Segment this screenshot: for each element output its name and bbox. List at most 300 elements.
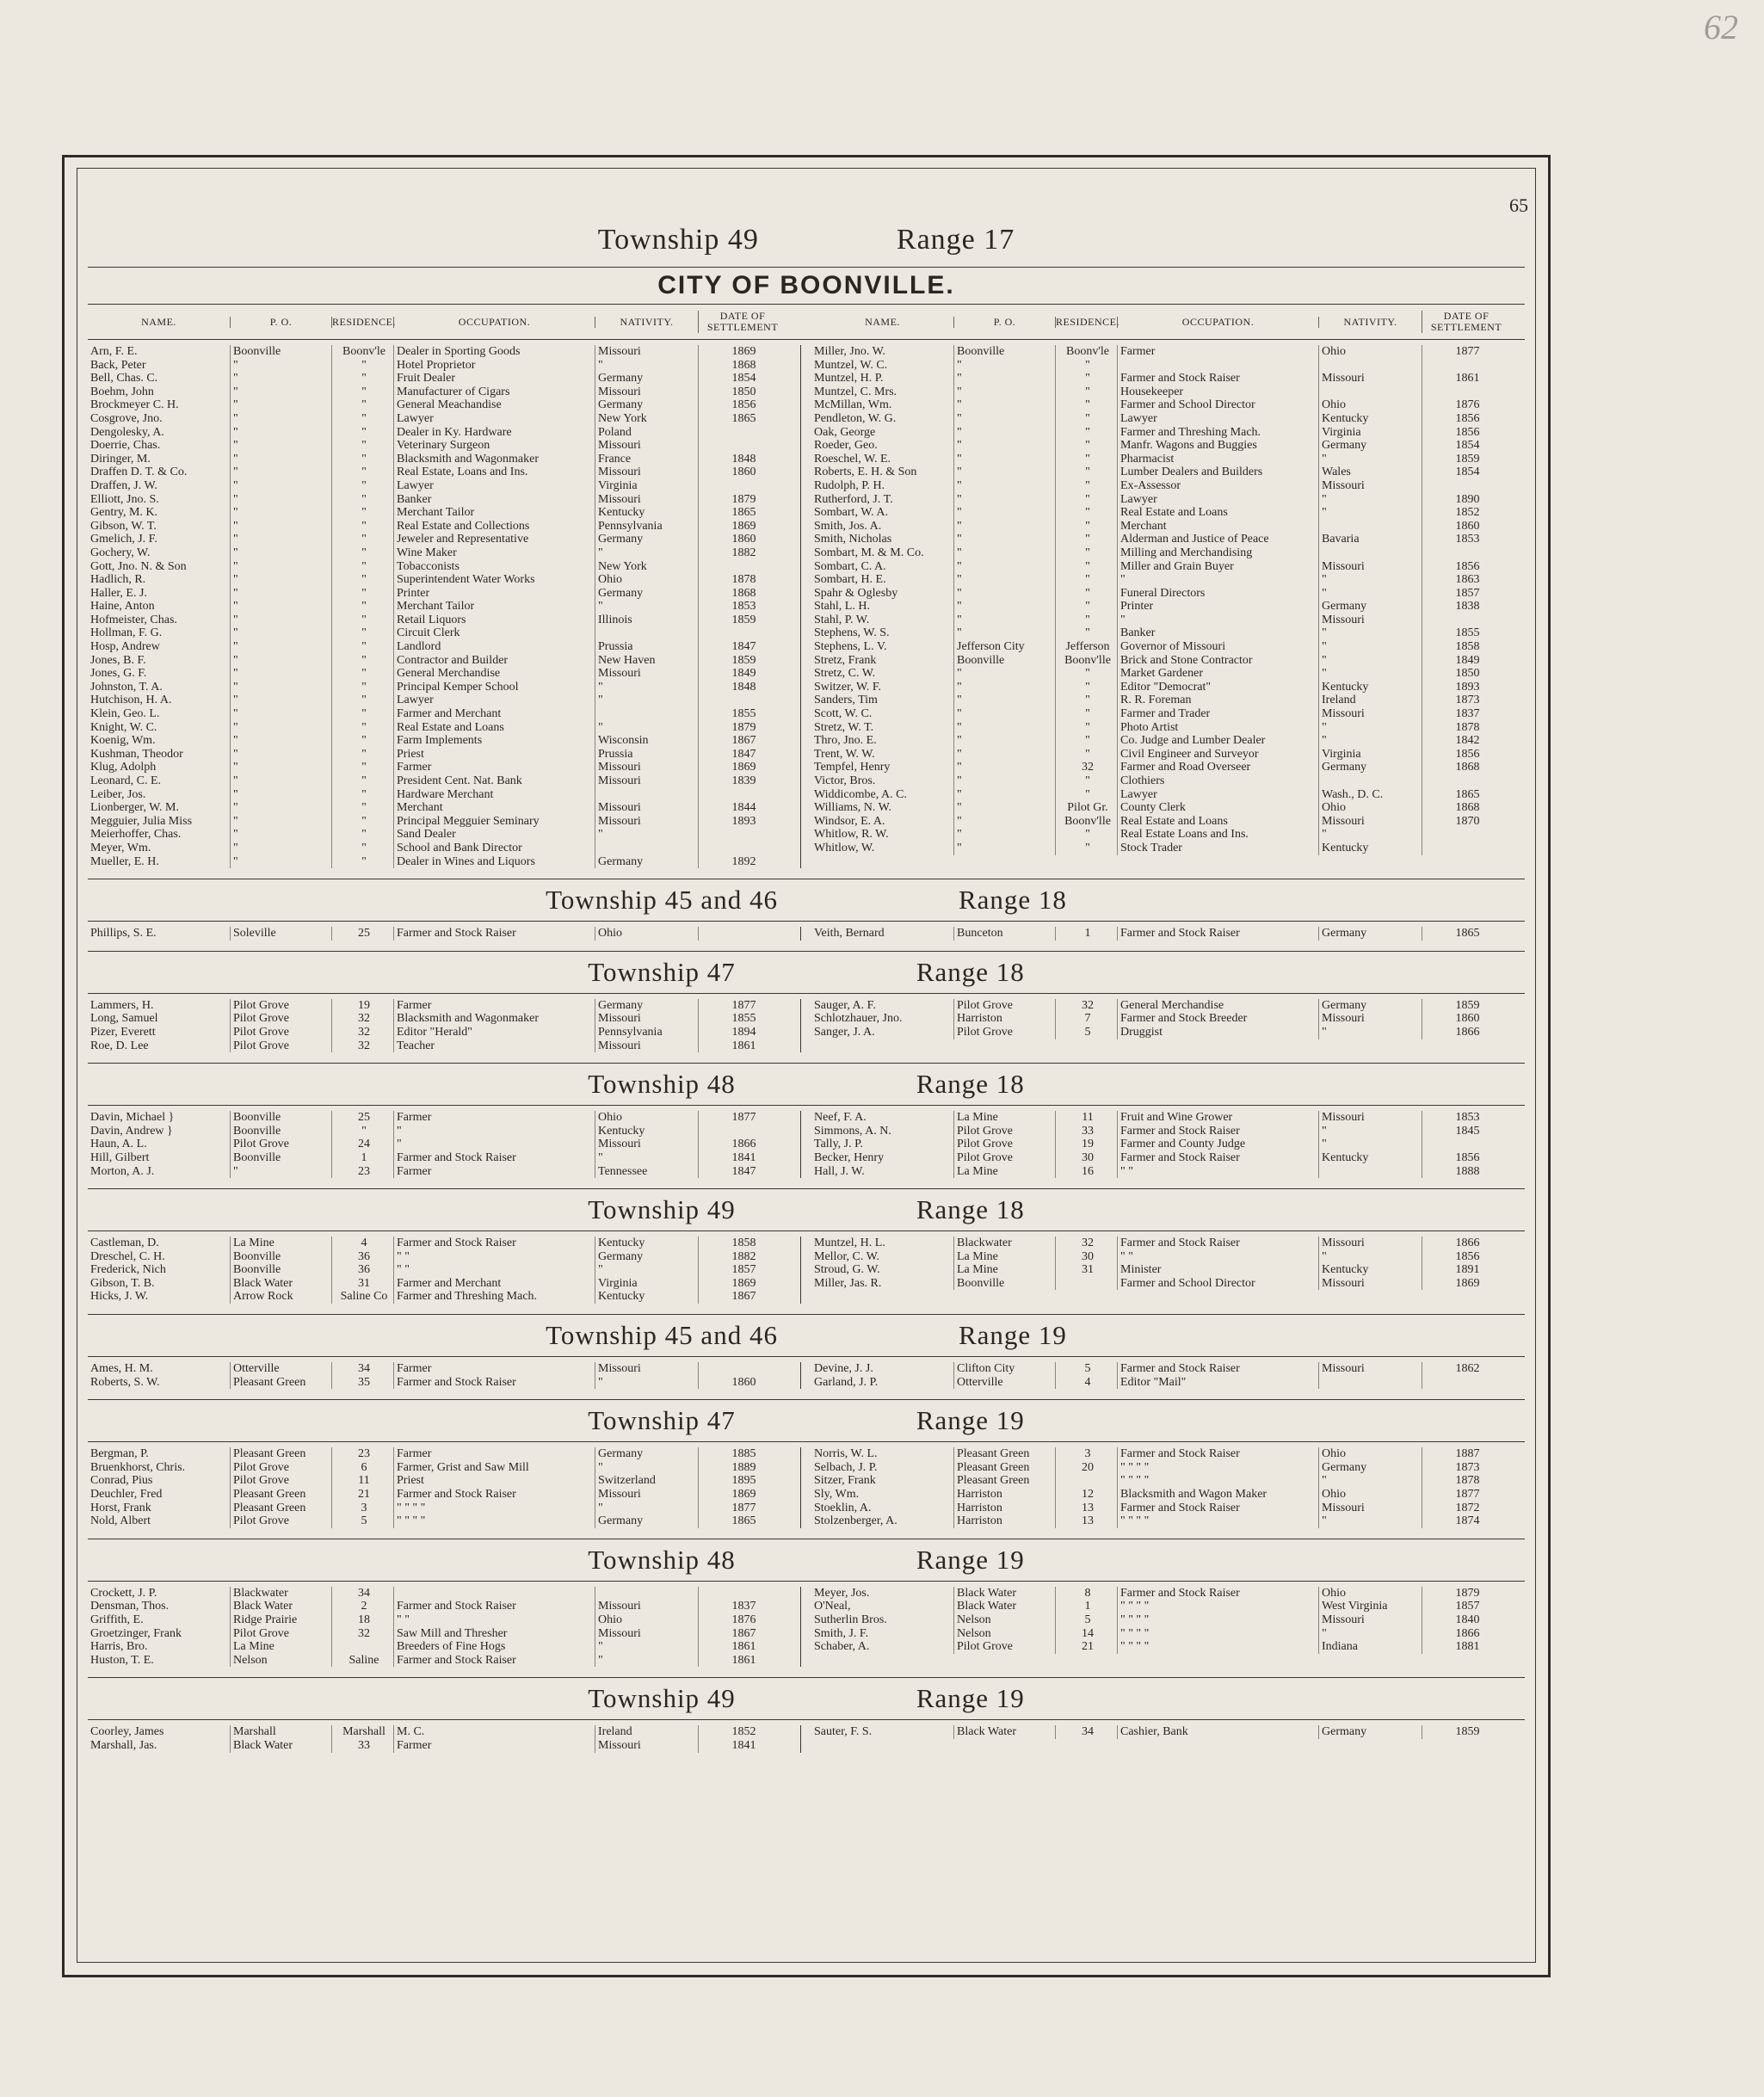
residence-cell xyxy=(1055,1474,1117,1488)
name-cell: Leiber, Jos. xyxy=(90,787,146,801)
township-section xyxy=(88,951,1525,1059)
occupation-cell: Lawyer xyxy=(1117,412,1318,426)
directory-row xyxy=(88,927,800,941)
directory-row xyxy=(88,345,800,359)
name-cell: Muntzel, C. Mrs. xyxy=(814,385,897,398)
occupation-cell: Fruit Dealer xyxy=(393,372,595,385)
po-cell: Boonville xyxy=(230,345,331,359)
residence-cell: " xyxy=(1055,439,1117,453)
residence-cell: " xyxy=(331,855,393,869)
settlement-date-cell: 1869 xyxy=(698,761,786,774)
name-cell: Roeschel, W. E. xyxy=(814,452,891,466)
name-cell: Klein, Geo. L. xyxy=(90,707,160,721)
directory-row xyxy=(811,999,1525,1013)
name-cell: Sombart, M. & M. Co. xyxy=(814,546,924,559)
settlement-date-cell: 1879 xyxy=(698,493,786,507)
range-label: Range 18 xyxy=(916,1069,1025,1100)
name-cell: Tempfel, Henry xyxy=(814,761,891,774)
name-cell: Sanders, Tim xyxy=(814,694,878,707)
section-right-column xyxy=(811,1587,1525,1668)
po-cell: " xyxy=(953,466,1055,479)
section-body xyxy=(88,1106,1525,1185)
nativity-cell: Poland xyxy=(595,426,698,440)
name-cell: Widdicombe, A. C. xyxy=(814,787,907,801)
settlement-date-cell: 1863 xyxy=(1422,573,1510,587)
occupation-cell: Sand Dealer xyxy=(393,828,595,842)
range-label: Range 19 xyxy=(916,1405,1025,1436)
occupation-cell: Principal Megguier Seminary xyxy=(393,815,595,829)
section-header xyxy=(88,1188,1525,1231)
nativity-cell: " xyxy=(1318,640,1422,654)
name-cell: Smith, J. F. xyxy=(814,1626,869,1640)
directory-row xyxy=(811,493,1525,507)
residence-cell: 13 xyxy=(1055,1502,1117,1515)
name-cell: Schaber, A. xyxy=(814,1640,870,1654)
name-cell: Meyer, Wm. xyxy=(90,841,151,854)
directory-row xyxy=(811,600,1525,614)
directory-row xyxy=(88,842,800,855)
settlement-date-cell xyxy=(698,788,786,802)
directory-row xyxy=(88,1640,800,1654)
nativity-cell: Virginia xyxy=(595,479,698,493)
settlement-date-cell: 1858 xyxy=(698,1237,786,1250)
name-cell: Stretz, W. T. xyxy=(814,720,874,734)
occupation-cell: " " " " xyxy=(1117,1600,1318,1613)
name-cell: Miller, Jas. R. xyxy=(814,1276,882,1290)
occupation-cell: Dealer in Sporting Goods xyxy=(393,345,595,359)
nativity-cell: " xyxy=(1318,573,1422,587)
occupation-cell: Minister xyxy=(1117,1263,1318,1277)
nativity-cell: Germany xyxy=(595,398,698,412)
name-cell: Megguier, Julia Miss xyxy=(90,814,193,828)
po-cell: " xyxy=(230,600,331,614)
township-section xyxy=(88,1399,1525,1535)
po-cell: " xyxy=(953,681,1055,694)
po-cell: " xyxy=(230,842,331,855)
township-label: Township 49 xyxy=(597,224,759,256)
name-cell: Arn, F. E. xyxy=(90,345,138,358)
residence-cell: " xyxy=(1055,667,1117,681)
directory-row xyxy=(88,681,800,694)
occupation-cell: Farmer and Merchant xyxy=(393,1277,595,1291)
residence-cell: 32 xyxy=(331,1026,393,1039)
name-cell: Back, Peter xyxy=(90,358,146,372)
residence-cell: " xyxy=(331,372,393,385)
residence-cell: Saline Co xyxy=(331,1290,393,1304)
nativity-cell: " xyxy=(595,359,698,373)
directory-row xyxy=(811,667,1525,681)
occupation-cell: Editor "Herald" xyxy=(393,1026,595,1039)
residence-cell: 34 xyxy=(1055,1725,1117,1739)
occupation-cell: Circuit Clerk xyxy=(393,626,595,640)
name-cell: Thro, Jno. E. xyxy=(814,734,877,748)
occupation-cell: Lawyer xyxy=(393,412,595,426)
name-cell: Jones, G. F. xyxy=(90,667,147,681)
po-cell: " xyxy=(230,533,331,546)
nativity-cell: Ireland xyxy=(1318,694,1422,707)
nativity-cell: " xyxy=(595,1640,698,1654)
settlement-date-cell: 1861 xyxy=(698,1640,786,1654)
directory-row xyxy=(811,573,1525,587)
po-cell: Soleville xyxy=(230,927,331,941)
po-cell: Black Water xyxy=(953,1587,1055,1601)
name-cell: Meierhoffer, Chas. xyxy=(90,828,182,842)
po-cell: Pleasant Green xyxy=(230,1376,331,1390)
occupation-cell: Merchant Tailor xyxy=(393,506,595,520)
po-cell: Pilot Grove xyxy=(953,1151,1055,1165)
po-cell: Pilot Grove xyxy=(230,1012,331,1026)
name-cell: Gmelich, J. F. xyxy=(90,533,157,546)
directory-row xyxy=(88,385,800,399)
po-cell: " xyxy=(953,587,1055,601)
residence-cell: " xyxy=(1055,828,1117,842)
name-cell: Hill, Gilbert xyxy=(90,1150,150,1164)
po-cell: Black Water xyxy=(230,1277,331,1291)
name-cell: Trent, W. W. xyxy=(814,747,875,761)
settlement-date-cell xyxy=(1422,842,1510,855)
residence-cell: " xyxy=(1055,493,1117,507)
section-right-column xyxy=(811,1725,1525,1752)
directory-row xyxy=(811,560,1525,574)
settlement-date-cell: 1855 xyxy=(1422,626,1510,640)
nativity-cell: " xyxy=(1318,1474,1422,1488)
occupation-cell: Farmer and Road Overseer xyxy=(1117,761,1318,774)
occupation-cell: Farmer xyxy=(393,1447,595,1461)
residence-cell: " xyxy=(1055,842,1117,855)
page-number: 65 xyxy=(1509,194,1528,216)
residence-cell: 34 xyxy=(331,1362,393,1376)
directory-row xyxy=(811,1250,1525,1264)
name-cell: Gott, Jno. N. & Son xyxy=(90,559,187,573)
nativity-cell: " xyxy=(1318,626,1422,640)
name-cell: Dengolesky, A. xyxy=(90,425,164,439)
po-cell: " xyxy=(953,398,1055,412)
nativity-cell: Pennsylvania xyxy=(595,1026,698,1039)
residence-cell: 3 xyxy=(1055,1447,1117,1461)
settlement-date-cell xyxy=(1422,1376,1510,1390)
occupation-cell: " " xyxy=(393,1250,595,1264)
po-cell: " xyxy=(230,479,331,493)
directory-row xyxy=(811,927,1525,941)
po-cell: " xyxy=(953,520,1055,534)
settlement-date-cell: 1867 xyxy=(698,734,786,748)
occupation-cell: " " xyxy=(1117,1165,1318,1179)
occupation-cell: Governor of Missouri xyxy=(1117,640,1318,654)
occupation-cell: Merchant xyxy=(393,801,595,815)
directory-row xyxy=(88,774,800,788)
residence-cell: 24 xyxy=(331,1138,393,1151)
name-cell: Haine, Anton xyxy=(90,600,155,614)
name-cell: Whitlow, W. xyxy=(814,841,875,854)
residence-cell: 19 xyxy=(1055,1138,1117,1151)
name-cell: Pizer, Everett xyxy=(90,1025,156,1039)
name-cell: Boehm, John xyxy=(90,385,154,398)
occupation-cell: Contractor and Builder xyxy=(393,654,595,668)
range-label: Range 19 xyxy=(958,1320,1067,1351)
settlement-date-cell: 1837 xyxy=(1422,707,1510,721)
occupation-cell: Tobacconists xyxy=(393,560,595,574)
column-header-name: NAME. xyxy=(141,315,176,328)
nativity-cell: " xyxy=(595,828,698,842)
residence-cell: 34 xyxy=(331,1587,393,1601)
directory-row xyxy=(88,694,800,707)
occupation-cell: Blacksmith and Wagonmaker xyxy=(393,453,595,466)
settlement-date-cell xyxy=(1422,385,1510,399)
directory-row xyxy=(811,412,1525,426)
residence-cell: " xyxy=(331,788,393,802)
nativity-cell: Ohio xyxy=(1318,1488,1422,1502)
directory-row xyxy=(811,1461,1525,1475)
name-cell: Oak, George xyxy=(814,425,876,439)
occupation-cell: Dealer in Wines and Liquors xyxy=(393,855,595,869)
settlement-date-cell: 1889 xyxy=(698,1461,786,1475)
section-body xyxy=(88,994,1525,1059)
name-cell: Marshall, Jas. xyxy=(90,1738,157,1752)
po-cell: " xyxy=(953,426,1055,440)
section-right-column xyxy=(811,927,1525,941)
name-cell: Ames, H. M. xyxy=(90,1362,153,1376)
nativity-cell: Prussia xyxy=(595,640,698,654)
residence-cell: Jefferson xyxy=(1055,640,1117,654)
nativity-cell: Missouri xyxy=(1318,1277,1422,1291)
settlement-date-cell: 1841 xyxy=(698,1739,786,1753)
name-cell: Horst, Frank xyxy=(90,1501,151,1514)
range-label: Range 18 xyxy=(958,885,1067,916)
name-cell: Windsor, E. A. xyxy=(814,814,885,828)
directory-row xyxy=(88,359,800,373)
directory-row xyxy=(811,520,1525,534)
nativity-cell: Missouri xyxy=(1318,815,1422,829)
occupation-cell: " " xyxy=(1117,1250,1318,1264)
name-cell: Haller, E. J. xyxy=(90,586,147,600)
directory-row xyxy=(811,654,1525,668)
name-cell: Morton, A. J. xyxy=(90,1164,155,1178)
nativity-cell: " xyxy=(595,600,698,614)
residence-cell: 32 xyxy=(1055,999,1117,1013)
directory-row xyxy=(811,614,1525,627)
residence-cell: " xyxy=(331,533,393,546)
occupation-cell: " " " " xyxy=(1117,1514,1318,1528)
settlement-date-cell: 1856 xyxy=(1422,1151,1510,1165)
po-cell: Nelson xyxy=(230,1654,331,1668)
nativity-cell: Kentucky xyxy=(1318,842,1422,855)
occupation-cell: Brick and Stone Contractor xyxy=(1117,654,1318,668)
nativity-cell: " xyxy=(1318,667,1422,681)
settlement-date-cell xyxy=(1422,479,1510,493)
settlement-date-cell: 1877 xyxy=(698,1111,786,1125)
nativity-cell: Virginia xyxy=(595,1277,698,1291)
nativity-cell: Kentucky xyxy=(595,1125,698,1138)
name-cell: Devine, J. J. xyxy=(814,1362,873,1376)
residence-cell: 11 xyxy=(1055,1111,1117,1125)
page-frame xyxy=(62,155,1551,1977)
directory-row xyxy=(88,1461,800,1475)
directory-row xyxy=(88,1026,800,1039)
po-cell: " xyxy=(230,560,331,574)
name-cell: Kushman, Theodor xyxy=(90,747,183,761)
section-left-column xyxy=(88,1362,801,1389)
township-label: Township 45 and 46 xyxy=(546,885,778,916)
residence-cell: " xyxy=(1055,520,1117,534)
name-cell: Haun, A. L. xyxy=(90,1138,147,1151)
directory-row xyxy=(811,1640,1525,1654)
settlement-date-cell: 1844 xyxy=(698,801,786,815)
nativity-cell: Missouri xyxy=(595,1488,698,1502)
township-label: Township 47 xyxy=(588,956,736,987)
residence-cell: " xyxy=(331,626,393,640)
nativity-cell: Ohio xyxy=(1318,1447,1422,1461)
residence-cell: 11 xyxy=(331,1474,393,1488)
po-cell: " xyxy=(953,546,1055,560)
settlement-date-cell: 1857 xyxy=(1422,1600,1510,1613)
occupation-cell: Retail Liquors xyxy=(393,614,595,627)
directory-row xyxy=(88,748,800,762)
occupation-cell: General Meachandise xyxy=(393,398,595,412)
name-cell: Johnston, T. A. xyxy=(90,680,163,694)
directory-row xyxy=(88,855,800,869)
settlement-date-cell xyxy=(698,1125,786,1138)
occupation-cell: Manfr. Wagons and Buggies xyxy=(1117,439,1318,453)
directory-row xyxy=(88,493,800,507)
occupation-cell: Druggist xyxy=(1117,1026,1318,1039)
settlement-date-cell: 1860 xyxy=(1422,520,1510,534)
settlement-date-cell: 1858 xyxy=(1422,640,1510,654)
name-cell: Mellor, C. W. xyxy=(814,1249,880,1263)
residence-cell: 6 xyxy=(331,1461,393,1475)
po-cell: " xyxy=(230,587,331,601)
residence-cell: 33 xyxy=(331,1739,393,1753)
nativity-cell: Prussia xyxy=(595,748,698,762)
nativity-cell xyxy=(1318,520,1422,534)
occupation-cell: Civil Engineer and Surveyor xyxy=(1117,748,1318,762)
occupation-cell: Veterinary Surgeon xyxy=(393,439,595,453)
po-cell: " xyxy=(230,721,331,735)
directory-row xyxy=(811,788,1525,802)
occupation-cell: Lumber Dealers and Builders xyxy=(1117,466,1318,479)
occupation-cell: " " " " xyxy=(1117,1613,1318,1627)
po-cell: " xyxy=(953,828,1055,842)
name-cell: Stephens, L. V. xyxy=(814,640,887,654)
name-cell: Long, Samuel xyxy=(90,1012,158,1026)
residence-cell: " xyxy=(331,439,393,453)
po-cell: Pilot Grove xyxy=(230,1474,331,1488)
nativity-cell: " xyxy=(595,721,698,735)
occupation-cell: Farmer and Stock Breeder xyxy=(1117,1012,1318,1026)
residence-cell: 3 xyxy=(331,1502,393,1515)
settlement-date-cell: 1855 xyxy=(698,707,786,721)
name-cell: Deuchler, Fred xyxy=(90,1488,163,1502)
name-cell: Norris, W. L. xyxy=(814,1447,878,1461)
settlement-date-cell: 1854 xyxy=(1422,466,1510,479)
nativity-cell: Missouri xyxy=(595,1138,698,1151)
nativity-cell: " xyxy=(1318,493,1422,507)
nativity-cell: Kentucky xyxy=(1318,1151,1422,1165)
nativity-cell: " xyxy=(1318,734,1422,748)
township-sections xyxy=(88,879,1525,1759)
nativity-cell: Bavaria xyxy=(1318,533,1422,546)
residence-cell: 5 xyxy=(331,1514,393,1528)
directory-row xyxy=(88,1725,800,1739)
directory-row xyxy=(88,801,800,815)
section-right-column xyxy=(811,999,1525,1052)
directory-row xyxy=(88,1039,800,1053)
section-body xyxy=(88,1582,1525,1675)
residence-cell: 1 xyxy=(1055,927,1117,941)
directory-row xyxy=(88,398,800,412)
po-cell: " xyxy=(953,761,1055,774)
occupation-cell: Real Estate, Loans and Ins. xyxy=(393,466,595,479)
nativity-cell: " xyxy=(595,694,698,707)
directory-row xyxy=(811,1125,1525,1138)
settlement-date-cell: 1867 xyxy=(698,1627,786,1641)
section-header xyxy=(88,1539,1525,1582)
settlement-date-cell: 1866 xyxy=(1422,1237,1510,1250)
settlement-date-cell: 1860 xyxy=(698,1376,786,1390)
settlement-date-cell: 1882 xyxy=(698,1250,786,1264)
po-cell: Clifton City xyxy=(953,1362,1055,1376)
po-cell: " xyxy=(230,573,331,587)
settlement-date-cell: 1876 xyxy=(698,1613,786,1627)
settlement-date-cell: 1859 xyxy=(1422,999,1510,1013)
po-cell: " xyxy=(230,667,331,681)
residence-cell: 23 xyxy=(331,1165,393,1179)
occupation-cell: Farm Implements xyxy=(393,734,595,748)
residence-cell: 7 xyxy=(1055,1012,1117,1026)
nativity-cell: Tennessee xyxy=(595,1165,698,1179)
nativity-cell: Wisconsin xyxy=(595,734,698,748)
boonville-right-column xyxy=(811,345,1525,868)
name-cell: Harris, Bro. xyxy=(90,1640,148,1654)
po-cell: Pleasant Green xyxy=(953,1474,1055,1488)
range-label: Range 19 xyxy=(916,1683,1025,1714)
nativity-cell: " xyxy=(1318,1514,1422,1528)
po-cell: " xyxy=(953,694,1055,707)
residence-cell: 25 xyxy=(331,1111,393,1125)
nativity-cell: Missouri xyxy=(1318,1111,1422,1125)
po-cell: " xyxy=(953,412,1055,426)
name-cell: Stoeklin, A. xyxy=(814,1501,872,1514)
name-cell: Stahl, L. H. xyxy=(814,600,870,614)
occupation-cell: Banker xyxy=(393,493,595,507)
occupation-cell: Farmer and Stock Raiser xyxy=(393,1237,595,1250)
occupation-cell: Farmer and Stock Raiser xyxy=(1117,1362,1318,1376)
settlement-date-cell: 1887 xyxy=(1422,1447,1510,1461)
po-cell: " xyxy=(230,801,331,815)
nativity-cell xyxy=(595,788,698,802)
nativity-cell: Kentucky xyxy=(595,1290,698,1304)
directory-row xyxy=(88,788,800,802)
name-cell: Sanger, J. A. xyxy=(814,1025,875,1039)
occupation-cell: Fruit and Wine Grower xyxy=(1117,1111,1318,1125)
name-cell: Gibson, T. B. xyxy=(90,1276,155,1290)
directory-row xyxy=(811,1447,1525,1461)
nativity-cell xyxy=(595,707,698,721)
residence-cell: 35 xyxy=(331,1376,393,1390)
po-cell: " xyxy=(230,359,331,373)
directory-row xyxy=(88,1739,800,1753)
settlement-date-cell: 1841 xyxy=(698,1151,786,1165)
occupation-cell: Real Estate Loans and Ins. xyxy=(1117,828,1318,842)
name-cell: Castleman, D. xyxy=(90,1237,159,1250)
occupation-cell: " " " " xyxy=(1117,1640,1318,1654)
residence-cell: 8 xyxy=(1055,1587,1117,1601)
directory-row xyxy=(88,734,800,748)
directory-row xyxy=(811,815,1525,829)
settlement-date-cell: 1855 xyxy=(698,1012,786,1026)
residence-cell: 32 xyxy=(331,1039,393,1053)
township-section xyxy=(88,879,1525,947)
directory-row xyxy=(88,654,800,668)
